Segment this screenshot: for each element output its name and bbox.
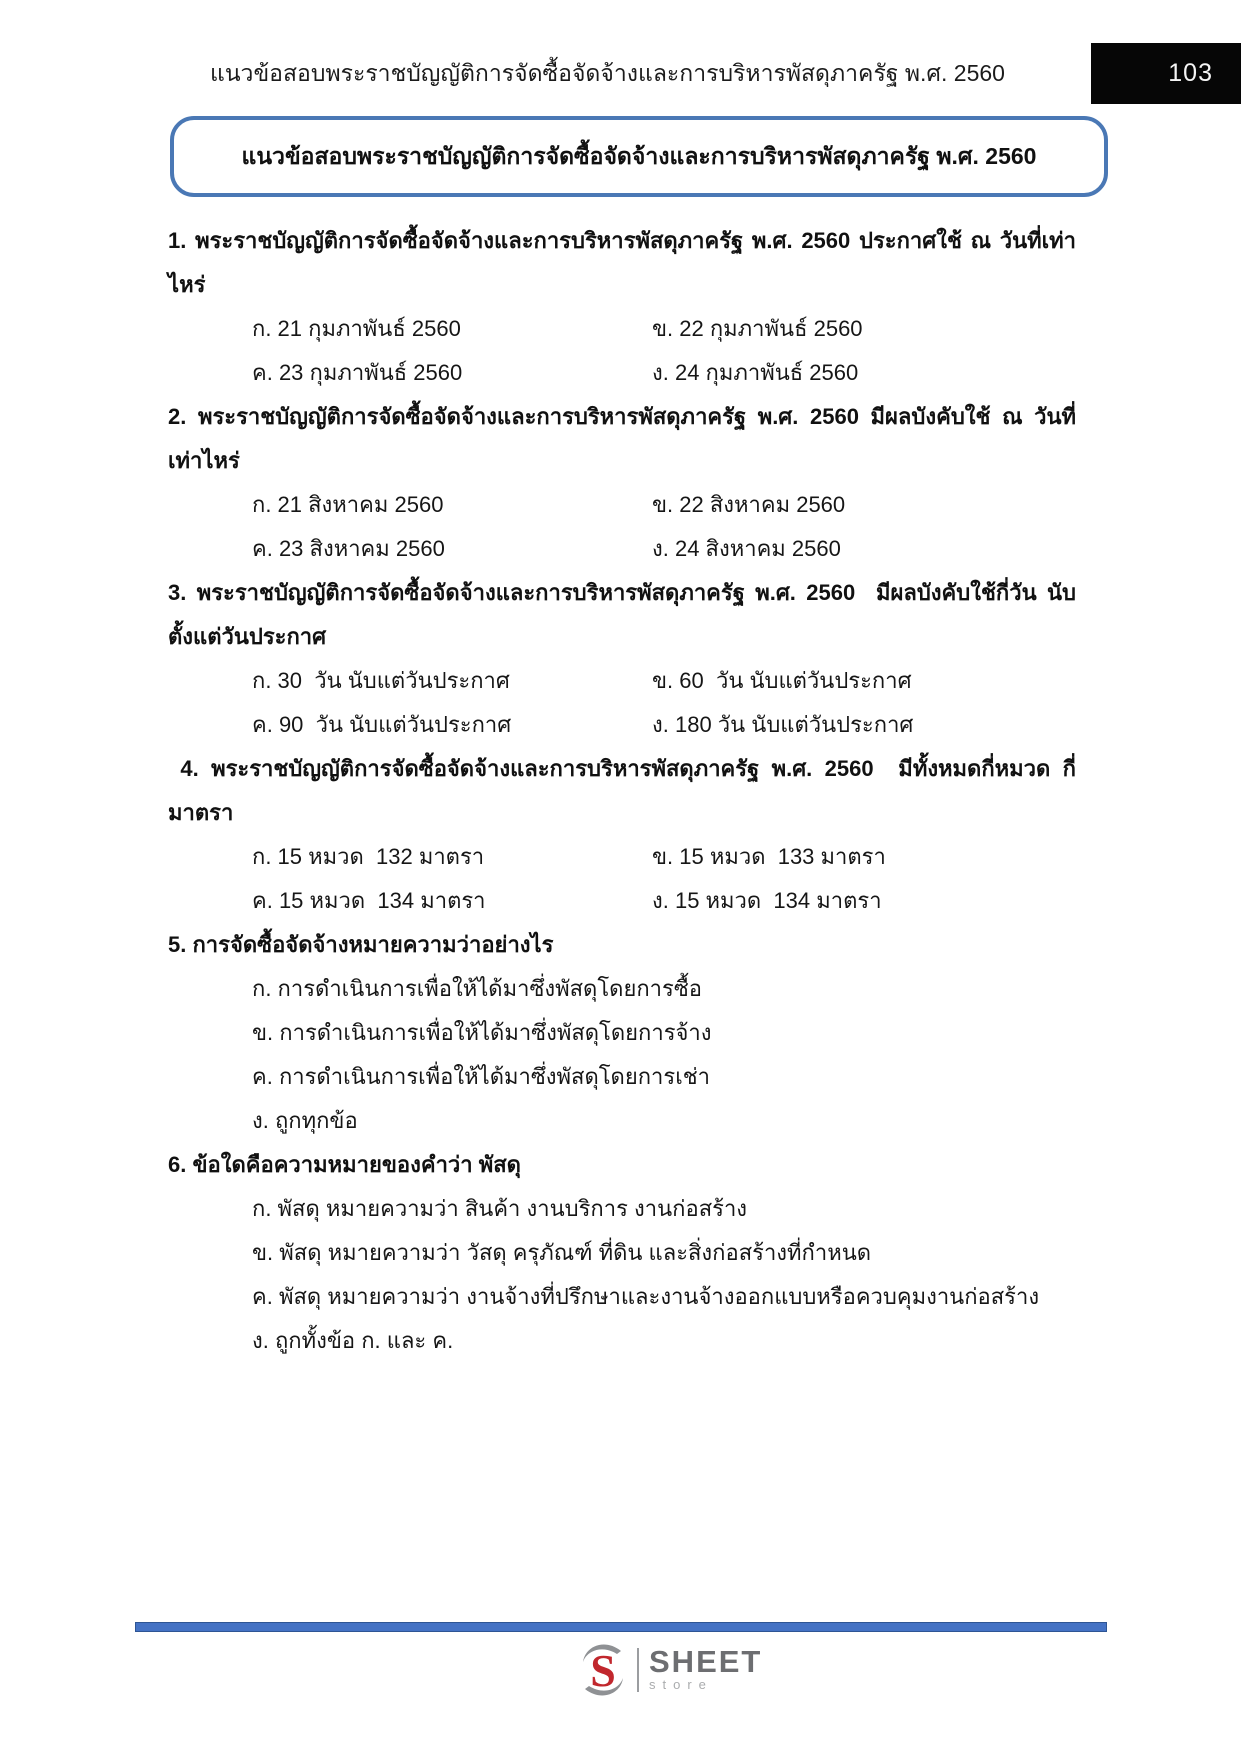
option-item: ง. 24 สิงหาคม 2560	[652, 536, 841, 561]
options-row	[168, 527, 1076, 571]
question-block	[168, 747, 1076, 923]
option-item: ค. 15 หมวด 134 มาตรา	[252, 888, 486, 913]
options-row	[168, 351, 1076, 395]
question-number: 4.	[168, 756, 199, 781]
option-item: ก. การดำเนินการเพื่อให้ได้มาซึ่งพัสดุโดยการซื้อ	[252, 976, 702, 1001]
question-body: พระราชบัญญัติการจัดซื้อจัดจ้างและการบริหารพัสดุภาครัฐ พ.ศ. 2560 ประกาศใช้ ณ วันที่เท่าไหร่	[168, 228, 1076, 297]
option-item: ค. 90 วัน นับแต่วันประกาศ	[252, 712, 512, 737]
option-item: ก. 21 กุมภาพันธ์ 2560	[252, 316, 461, 341]
option-item: ง. 15 หมวด 134 มาตรา	[652, 888, 882, 913]
question-body: ข้อใดคือความหมายของคำว่า พัสดุ	[192, 1152, 521, 1177]
option-item: ก. 30 วัน นับแต่วันประกาศ	[252, 668, 510, 693]
question-body: พระราชบัญญัติการจัดซื้อจัดจ้างและการบริหารพัสดุภาครัฐ พ.ศ. 2560 มีผลบังคับใช้ ณ วันที่เท่าไหร่	[168, 404, 1076, 473]
options-row	[168, 307, 1076, 351]
question-text	[168, 571, 1076, 659]
options-row	[168, 483, 1076, 527]
option-item: ค. การดำเนินการเพื่อให้ได้มาซึ่งพัสดุโดยการเช่า	[252, 1064, 711, 1089]
question-number: 6.	[168, 1152, 187, 1177]
page-number-box	[1091, 43, 1241, 104]
logo-text	[649, 1644, 763, 1693]
question-text	[168, 923, 1076, 967]
option-item: ก. 21 สิงหาคม 2560	[252, 492, 444, 517]
question-number: 1.	[168, 228, 187, 253]
option-item: ข. พัสดุ หมายความว่า วัสดุ ครุภัณฑ์ ที่ดิน และสิ่งก่อสร้างที่กำหนด	[252, 1240, 872, 1265]
option-item: ก. พัสดุ หมายความว่า สินค้า งานบริการ งานก่อสร้าง	[252, 1196, 748, 1221]
question-body: พระราชบัญญัติการจัดซื้อจัดจ้างและการบริหารพัสดุภาครัฐ พ.ศ. 2560 มีผลบังคับใช้กี่วัน นับตั้งแต่วันประกาศ	[168, 580, 1076, 649]
logo-brand-sub: store	[649, 1677, 713, 1692]
question-text	[168, 1143, 1076, 1187]
question-text	[168, 395, 1076, 483]
questions-container	[168, 219, 1076, 1363]
option-item: ข. 60 วัน นับแต่วันประกาศ	[652, 668, 912, 693]
question-body: พระราชบัญญัติการจัดซื้อจัดจ้างและการบริหารพัสดุภาครัฐ พ.ศ. 2560 มีทั้งหมดกี่หมวด กี่มาตรา	[168, 756, 1076, 825]
sheet-store-logo	[575, 1642, 762, 1698]
logo-separator	[637, 1648, 639, 1692]
option-item: ง. 24 กุมภาพันธ์ 2560	[652, 360, 859, 385]
option-item: ง. ถูกทั้งข้อ ก. และ ค.	[252, 1328, 454, 1353]
option-item: ค. 23 กุมภาพันธ์ 2560	[252, 360, 463, 385]
footer-divider	[135, 1622, 1107, 1632]
options-row	[168, 703, 1076, 747]
option-item: ค. พัสดุ หมายความว่า งานจ้างที่ปรึกษาและงานจ้างออกแบบหรือควบคุมงานก่อสร้าง	[252, 1284, 1040, 1309]
option-item: ข. การดำเนินการเพื่อให้ได้มาซึ่งพัสดุโดยการจ้าง	[252, 1020, 712, 1045]
options-row	[168, 659, 1076, 703]
question-block	[168, 395, 1076, 571]
options-row	[168, 835, 1076, 879]
question-block	[168, 923, 1076, 1143]
logo-letter-glyph: S	[590, 1645, 616, 1696]
sheet-store-logo-icon	[575, 1642, 631, 1698]
question-block	[168, 571, 1076, 747]
option-item: ค. 23 สิงหาคม 2560	[252, 536, 445, 561]
page-header-title: แนวข้อสอบพระราชบัญญัติการจัดซื้อจัดจ้างและการบริหารพัสดุภาครัฐ พ.ศ. 2560	[210, 60, 1005, 86]
question-block	[168, 219, 1076, 395]
document-title: แนวข้อสอบพระราชบัญญัติการจัดซื้อจัดจ้างและการบริหารพัสดุภาครัฐ พ.ศ. 2560	[241, 142, 1037, 169]
question-number: 2.	[168, 404, 187, 429]
document-title-box	[170, 116, 1108, 197]
options-list	[168, 1187, 1076, 1363]
option-item: ข. 22 สิงหาคม 2560	[652, 492, 846, 517]
option-item: ข. 15 หมวด 133 มาตรา	[652, 844, 886, 869]
option-item: ข. 22 กุมภาพันธ์ 2560	[652, 316, 863, 341]
question-number: 5.	[168, 932, 187, 957]
question-text	[168, 219, 1076, 307]
option-item: ง. ถูกทุกข้อ	[252, 1108, 358, 1133]
options-row	[168, 879, 1076, 923]
question-number: 3.	[168, 580, 187, 605]
question-text	[168, 747, 1076, 835]
page-number: 103	[1168, 59, 1213, 87]
option-item: ง. 180 วัน นับแต่วันประกาศ	[652, 712, 914, 737]
option-item: ก. 15 หมวด 132 มาตรา	[252, 844, 485, 869]
logo-brand: SHEET	[649, 1644, 763, 1679]
question-body: การจัดซื้อจัดจ้างหมายความว่าอย่างไร	[192, 932, 554, 957]
options-list	[168, 967, 1076, 1143]
question-block	[168, 1143, 1076, 1363]
